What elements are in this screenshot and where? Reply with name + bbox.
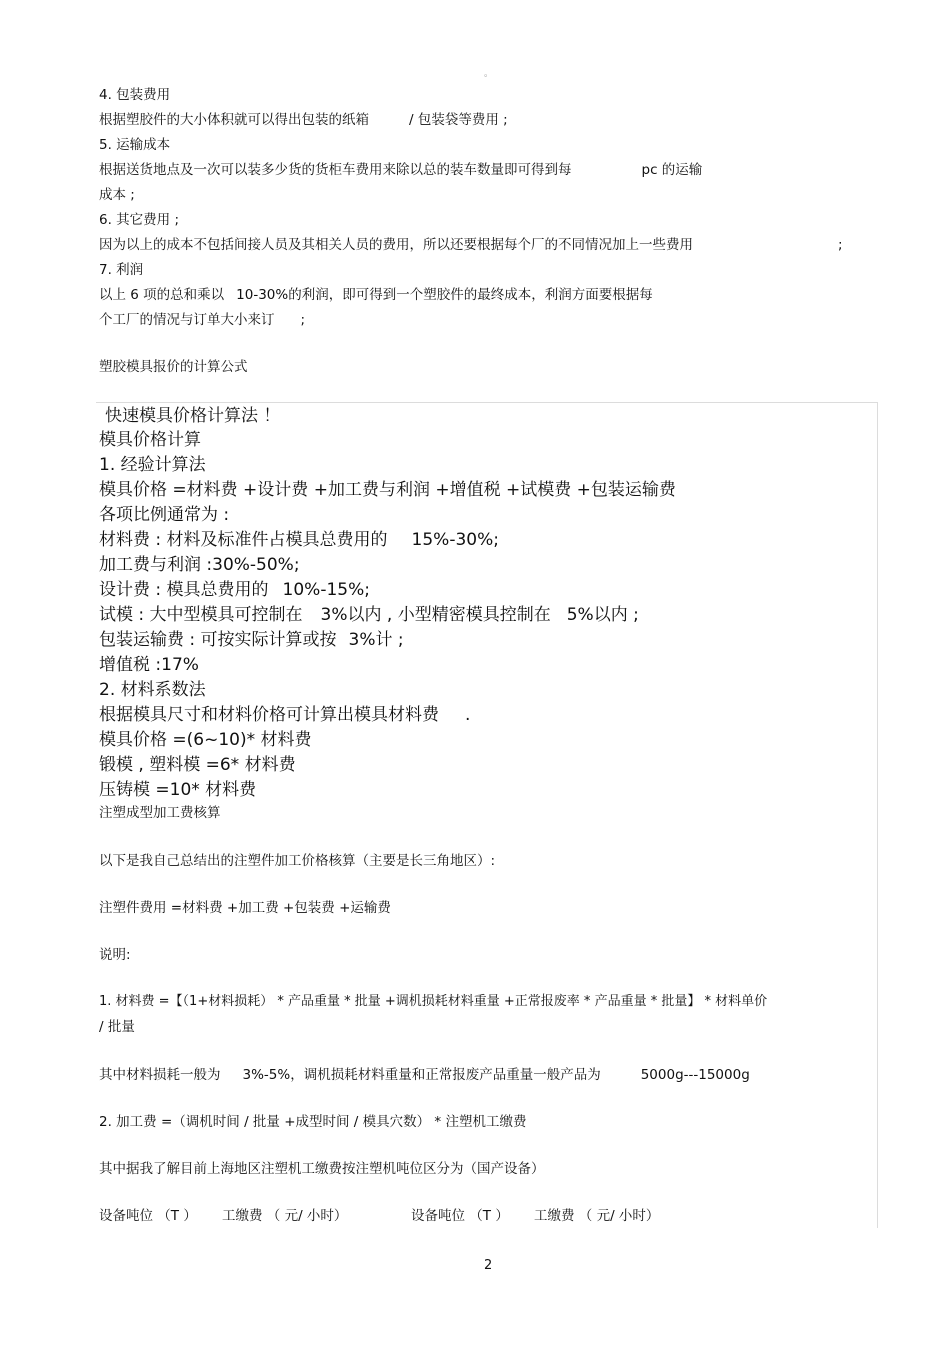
box-line-9 (99, 603, 639, 627)
injection-title: 注塑成型加工费核算 (99, 805, 221, 821)
section-5-body-b: pc 的运输 (641, 162, 703, 178)
section-6-body: 因为以上的成本不包括间接人员及其相关人员的费用，所以还要根据每个厂的不同情况加上一些费用 (99, 237, 693, 253)
box-line-11: 增值税 :17% (99, 655, 199, 675)
box-line-10-a: 包装运输费 : 可按实际计算或按 (99, 630, 337, 650)
box-line-13 (99, 703, 470, 727)
box-line-10 (99, 628, 404, 652)
box-line-13-a: 根据模具尺寸和材料价格可计算出模具材料费 (99, 705, 439, 725)
box-border-top (96, 402, 878, 403)
page-number: 2 (484, 1258, 493, 1273)
section-5-body-a: 根据送货地点及一次可以装多少货的货柜车费用来除以总的装车数量即可得到每 (99, 162, 572, 178)
injection-note-label: 说明: (99, 947, 131, 963)
section-4-body (99, 110, 508, 130)
box-line-10-b: 3%计 ; (348, 630, 404, 650)
box-line-16: 压铸模 =10* 材料费 (99, 780, 257, 800)
section-6-body-end: ; (838, 237, 843, 253)
box-line-4: 模具价格 =材料费 +设计费 +加工费与利润 +增值税 +试模费 +包装运输费 (99, 480, 676, 500)
section-7-body-c: 个工厂的情况与订单大小来订 (99, 312, 275, 328)
box-line-15: 锻模 , 塑料模 =6* 材料费 (99, 755, 296, 775)
section-7-body-cont (99, 310, 305, 330)
box-title: 快速模具价格计算法 ！ (105, 406, 281, 426)
formula-heading: 塑胶模具报价的计算公式 (99, 359, 248, 375)
table-header-fee-1: 工缴费 （ 元/ 小时） (222, 1208, 348, 1224)
section-7-body-a: 以上 6 项的总和乘以 (99, 287, 225, 303)
box-line-13-b: . (465, 705, 471, 725)
section-4-body-a: 根据塑胶件的大小体积就可以得出包装的纸箱 (99, 112, 369, 128)
section-4-body-b: / 包装袋等费用 ; (409, 112, 508, 128)
injection-item-1-note-a: 其中材料损耗一般为 (99, 1067, 221, 1083)
box-line-5: 各项比例通常为 : (99, 505, 230, 525)
box-line-9-a: 试模 : 大中型模具可控制在 (99, 605, 303, 625)
section-7-body-b: 10-30%的利润，即可得到一个塑胶件的最终成本，利润方面要根据每 (236, 287, 653, 303)
box-border-right (877, 402, 878, 1228)
section-7-body-d: ; (300, 312, 306, 328)
box-line-6-a: 材料费 : 材料及标准件占模具总费用的 (99, 530, 388, 550)
injection-item-1-note-b: 3%-5%，调机损耗材料重量和正常报废产品重量一般产品为 (242, 1067, 601, 1083)
injection-item-1-note (99, 1065, 750, 1085)
box-line-9-c: 5%以内 ; (566, 605, 639, 625)
box-line-8 (99, 578, 370, 602)
section-5-body (99, 160, 702, 180)
table-header-tonnage-2: 设备吨位 （T ） (411, 1208, 509, 1224)
injection-formula: 注塑件费用 =材料费 +加工费 +包装费 +运输费 (99, 900, 391, 916)
section-4-title: 4. 包装费用 (99, 87, 171, 103)
injection-intro: 以下是我自己总结出的注塑件加工价格核算（主要是长三角地区）: (99, 853, 496, 869)
box-line-3: 1. 经验计算法 (99, 455, 206, 475)
injection-item-1-cont: / 批量 (99, 1019, 135, 1035)
box-line-6 (99, 528, 499, 552)
injection-item-2-note: 其中据我了解目前上海地区注塑机工缴费按注塑机吨位区分为（国产设备） (99, 1161, 545, 1177)
section-7-body (99, 285, 653, 305)
box-line-2: 模具价格计算 (99, 430, 201, 450)
box-line-9-b: 3%以内 , 小型精密模具控制在 (320, 605, 551, 625)
box-line-14: 模具价格 =(6~10)* 材料费 (99, 730, 312, 750)
top-mark: 。 (484, 69, 494, 79)
box-line-8-b: 10%-15%; (282, 580, 370, 600)
section-5-body-cont: 成本 ; (99, 187, 135, 203)
box-line-8-a: 设计费 : 模具总费用的 (99, 580, 269, 600)
box-line-6-b: 15%-30%; (411, 530, 499, 550)
table-header-tonnage-1: 设备吨位 （T ） (99, 1208, 197, 1224)
injection-item-1: 1. 材料费 =【（1+材料损耗） * 产品重量 * 批量 +调机损耗材料重量 +正常报废率 * 产品重量 * 批量】 * 材料单价 (99, 994, 768, 1009)
injection-item-1-note-c: 5000g---15000g (640, 1067, 750, 1083)
table-header-fee-2: 工缴费 （ 元/ 小时） (534, 1208, 660, 1224)
box-line-12: 2. 材料系数法 (99, 680, 206, 700)
section-5-title: 5. 运输成本 (99, 137, 171, 153)
box-line-7: 加工费与利润 :30%-50%; (99, 555, 300, 575)
section-6-title: 6. 其它费用 ; (99, 212, 180, 228)
injection-item-2: 2. 加工费 =（调机时间 / 批量 +成型时间 / 模具穴数） * 注塑机工缴费 (99, 1114, 527, 1130)
section-7-title: 7. 利润 (99, 262, 144, 278)
